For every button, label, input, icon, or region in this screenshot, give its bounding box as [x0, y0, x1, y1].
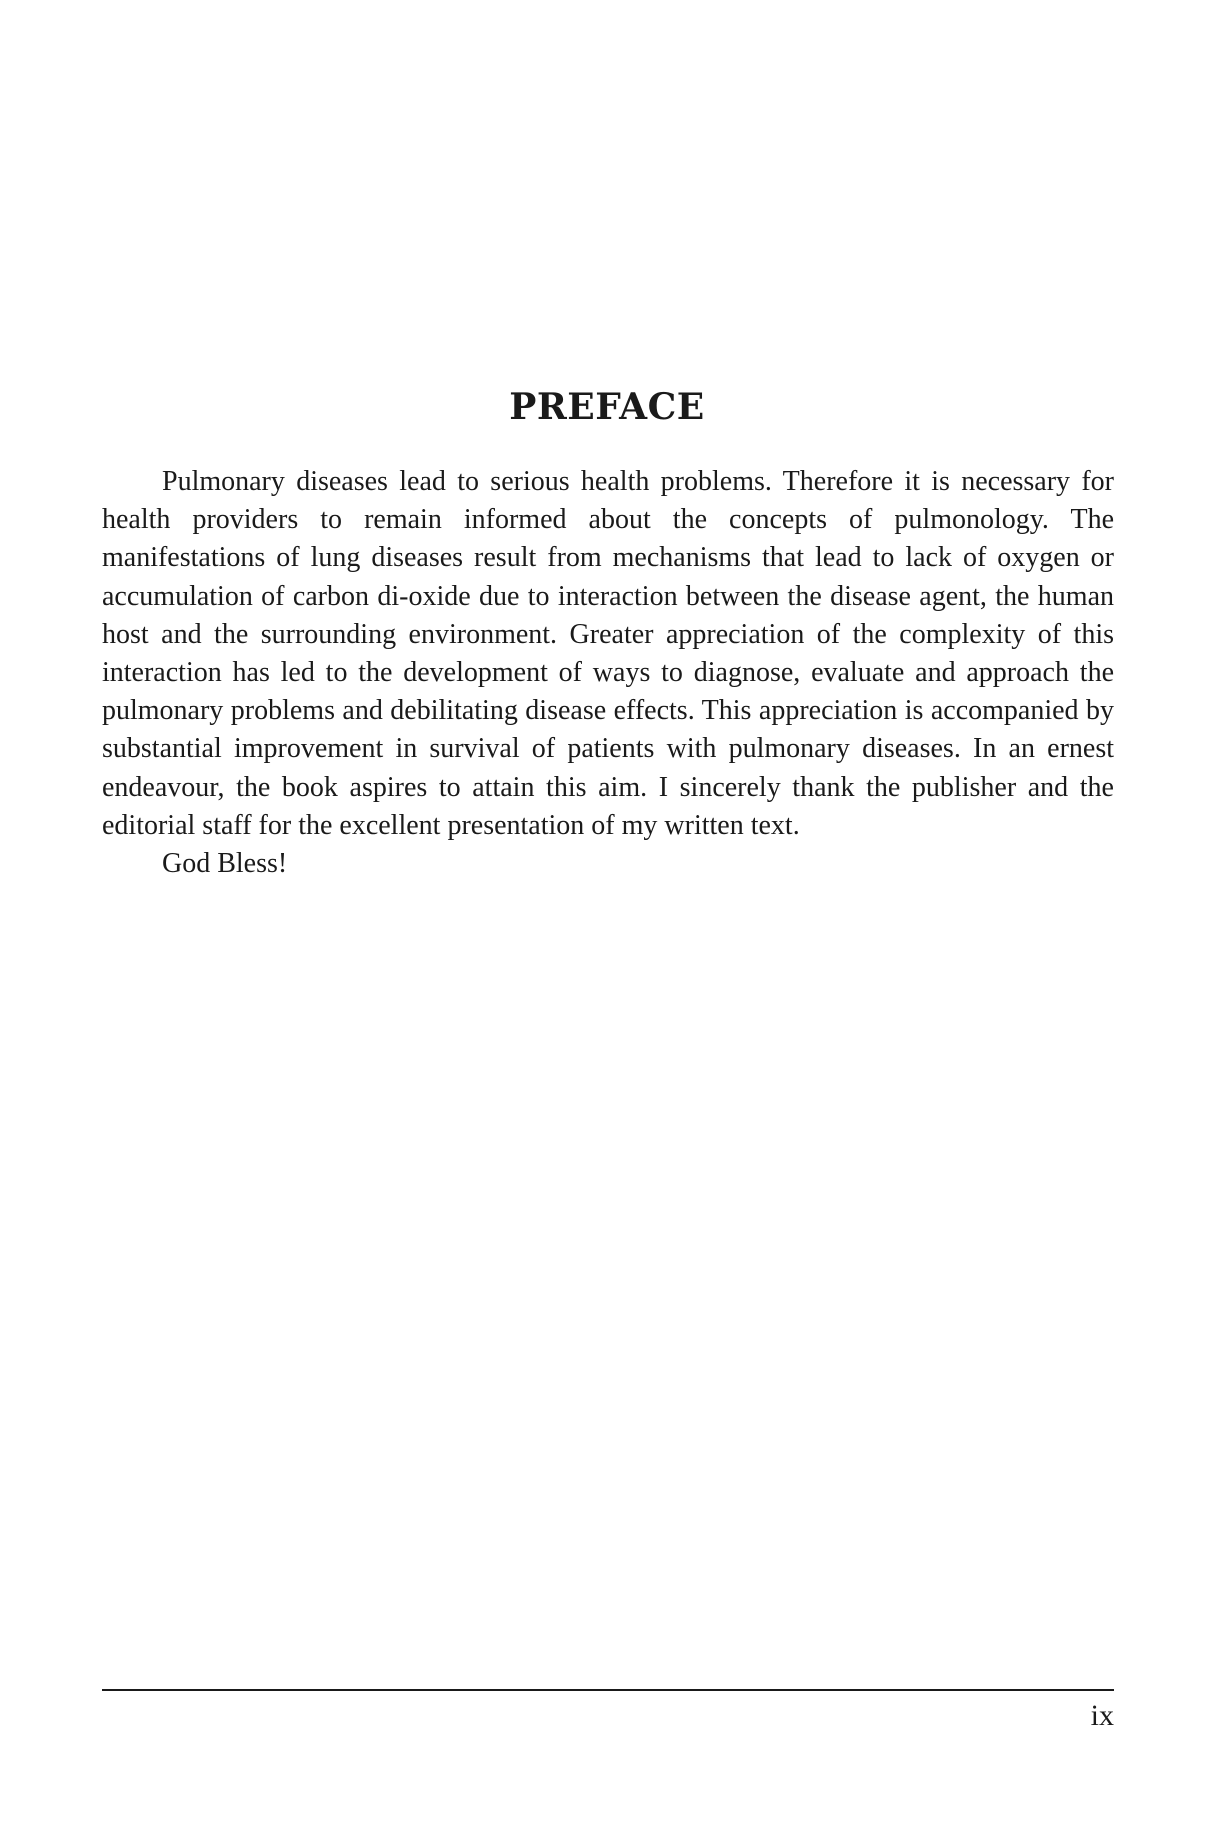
- preface-body: [102, 463, 1114, 883]
- closing-line: God Bless!: [162, 848, 288, 880]
- preface-paragraph: Pulmonary diseases lead to serious health problems. Therefore it is necessary for health providers to remain informed about the concepts of pulmonology. The manifestations of lung diseases result from mechanisms that lead to lack of oxygen or accumulation of carbon di-oxide due to interaction between the disease agent, the human host and the surrounding environment. Greater appreciation of the complexity of this interaction has led to the development of ways to diagnose, evaluate and approach the pulmonary problems and debilitating disease effects. This appreciation is accompanied by substantial improvement in survival of patients with pulmonary diseases. In an ernest endeavour, the book aspires to attain this aim. I sincerely thank the publisher and the editorial staff for the excellent presentation of my written text.: [102, 466, 1114, 841]
- page-title: PREFACE: [509, 386, 705, 428]
- page-number: ix: [1090, 1699, 1114, 1732]
- footer-rule: [102, 1689, 1114, 1691]
